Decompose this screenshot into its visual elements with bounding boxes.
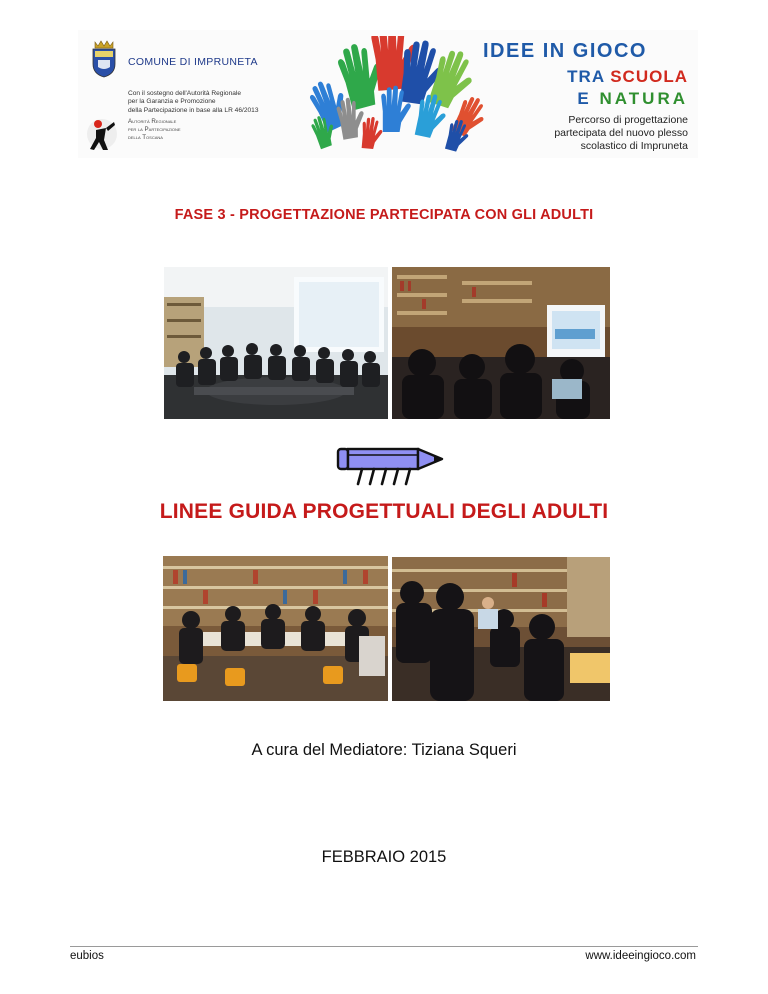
authority-logo-icon	[86, 114, 118, 154]
description-line: partecipata del nuovo plesso	[554, 127, 688, 139]
description-line: scolastico di Impruneta	[580, 140, 688, 152]
meeting-photo-circle	[164, 267, 388, 419]
crest-icon	[89, 40, 119, 78]
support-text	[128, 90, 278, 115]
meeting-photo-library-table	[163, 556, 388, 701]
meeting-photo-presentation	[392, 267, 610, 419]
subtitle-tra: TRA	[567, 67, 605, 86]
author-credit: A cura del Mediatore: Tiziana Squeri	[251, 741, 517, 759]
project-description	[554, 114, 688, 153]
document-date: FEBBRAIO 2015	[321, 848, 447, 866]
municipality-name: COMUNE DI IMPRUNETA	[128, 56, 258, 68]
subtitle-scuola: SCUOLA	[610, 67, 688, 86]
pencil-icon	[334, 444, 456, 490]
authority-line: della Toscana	[128, 134, 163, 141]
project-subtitle-line2	[577, 89, 688, 109]
support-line: della Partecipazione in base alla LR 46/2013	[128, 106, 259, 114]
hands-logo-icon	[306, 36, 486, 154]
authority-line: Autorità Regionale	[128, 118, 177, 125]
hand-shape	[361, 116, 384, 150]
meeting-photo-library-group	[392, 557, 610, 701]
authority-text	[128, 118, 238, 142]
description-line: Percorso di progettazione	[568, 114, 688, 126]
header-banner	[78, 30, 698, 158]
support-line: per la Garanzia e Promozione	[128, 98, 216, 106]
support-line: Con il sostegno dell'Autorità Regionale	[128, 90, 242, 97]
footer-organization: eubios	[70, 950, 104, 962]
authority-line: per la Partecipazione	[128, 126, 181, 133]
subtitle-e: E	[577, 89, 592, 108]
document-title: LINEE GUIDA PROGETTUALI DEGLI ADULTI	[159, 500, 609, 523]
municipality-block	[86, 38, 266, 158]
phase-title: FASE 3 - PROGETTAZIONE PARTECIPATA CON GLI ADULTI	[174, 207, 594, 223]
subtitle-natura: NATURA	[599, 89, 688, 108]
project-subtitle-line1	[567, 67, 688, 87]
project-title: IDEE IN GIOCO	[483, 40, 647, 62]
footer-divider	[70, 946, 698, 947]
footer-website-link[interactable]: www.ideeingioco.com	[585, 950, 696, 962]
